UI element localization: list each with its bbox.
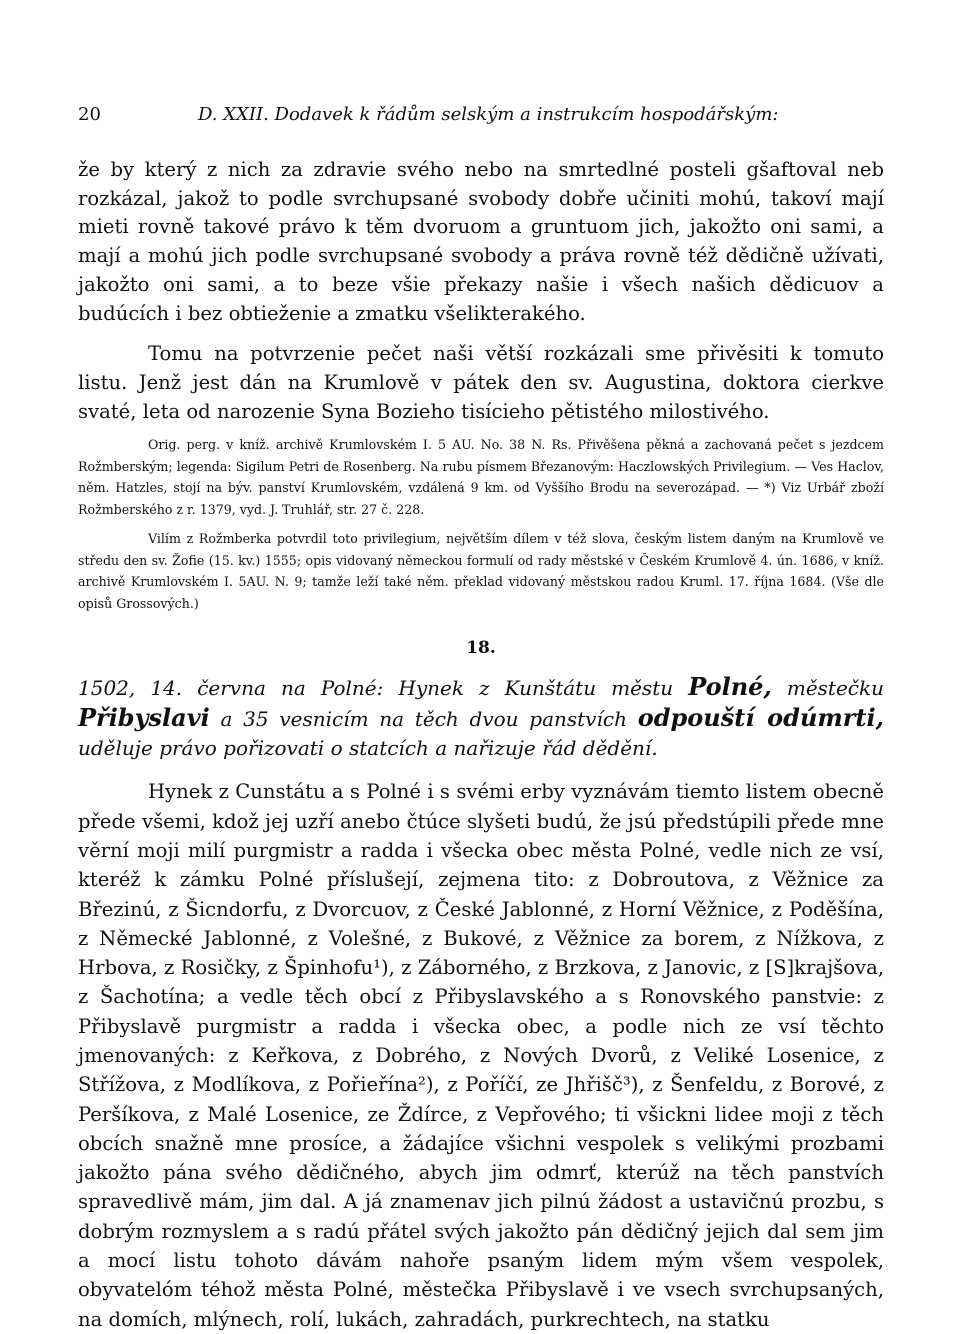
footnote-confirmation: Vilím z Rožmberka potvrdil toto privilegium, největším dílem v též slova, českým listem daným na Krumlově ve středu den sv. Žofie (15. kv.) 1555; opis vidovaný německou formulí od rady městské v Českém Krumlově 4. ún. 1686, v kníž. archivě Krumlovském I. 5AU. N. 9; tamže leží také něm. překlad vidovaný městskou radou Kruml. 17. října 1684. (Vše dle opisů Grossových.): [78, 531, 884, 611]
regest: [78, 672, 884, 763]
regest-part: uděluje právo pořizovati o statcích a nařizuje řád dědění.: [78, 736, 658, 761]
document-number: 18.: [466, 638, 496, 659]
page-number: 20: [78, 104, 101, 125]
running-header: [78, 104, 884, 144]
regest-bold: Přibyslavi: [78, 703, 210, 733]
regest-bold: Polné,: [688, 672, 772, 702]
page: [78, 104, 884, 1334]
paragraph-continuation: že by který z nich za zdravie svého nebo na smrtedlné posteli gšaftoval neb rozkázal, jakož to podle svrchupsané svobody dobře učiniti mohú, takoví mají mieti rovně takové právo k těm dvoruom a gruntuom jich, jakožto oni sami, a mají a mohú jich podle svrchupsané svobody a práva rovně též dědičně užívati, jakožto oni sami, a to beze všie překazy našie i všech našich dědicuov a budúcích i bez obtieženie a zmatku všelikterakého.: [78, 158, 884, 325]
regest-part: městečku: [771, 676, 884, 701]
regest-part: a 35 vesnicím na těch dvou panstvích: [209, 707, 638, 732]
paragraph-sealing: Tomu na potvrzenie pečet naši větší rozkázali sme přivěsiti k tomuto listu. Jenž jest dán na Krumlově v pátek den sv. Augustina, doktora cierkve svaté, leta od narozenie Syna Bozieho tisícieho pětistého milostivého.: [78, 342, 884, 423]
running-title: D. XXII. Dodavek k řádům selským a instrukcím hospodářským:: [198, 104, 779, 125]
paragraph-charter-text: Hynek z Cunstátu a s Polné i s svémi erby vyznávám tiemto listem obecně přede všemi, kdož jej uzří anebo čtúce slyšeti budú, že jsú předstúpili přede mne věrní moji milí purgmistr a radda i všecka obec města Polné, vedle nich ze vsí, kteréž k zámku Polné příslušejí, zejmena tito: z Dobroutova, z Věžnice za Březinú, z Šicndorfu, z Dvorcuov, z České Jablonné, z Horní Věžnice, z Poděšína, z Německé Jablonné, z Volešné, z Bukové, z Věžnice za borem, z Nížkova, z Hrbova, z Rosičky, z Špinhofu¹), z Záborného, z Brzkova, z Janovic, z [S]krajšova, z Šachotína; a vedle těch obcí z Přibyslavského a s Ronovského panstvie: z Přibyslavě purgmistr a radda i všecka obec, a podle nich ze vsí těchto jmenovaných: z Keřkova, z Dobrého, z Nových Dvorů, z Veliké Losenice, z Střížova, z Modlíkova, z Pořieřína²), z Poříčí, ze Jhřišč³), z Šenfeldu, z Borové, z Peršíkova, z Malé Losenice, ze Ždírce, z Vepřového; ti všickni lidee moji z těch obcích snažně mne prosíce, a žádajíce všichni vespolek s velikými prozbami jakožto pána svého dědičného, abych jim odmrť, kterúž na těch panstvích spravedlivě mám, jim dal. A já znamenav jich pilnú žádost a ustavičnú prozbu, s dobrým rozmyslem a s radú přátel svých jakožto pán dědičný jejich dal sem jim a mocí listu tohoto dávám nahoře psaným lidem mým všem vespolek, obyvatelóm téhož města Polné, městečka Přibyslavě i ve vsech svrchupsaných, na domích, mlýnech, rolí, lukách, zahradách, purkrechtech, na statku: [78, 780, 884, 1331]
regest-bold: odpouští odúmrti,: [637, 703, 884, 733]
regest-part: 1502, 14. června na Polné: Hynek z Kunštátu městu: [78, 676, 689, 701]
footnote-source: Orig. perg. v kníž. archivě Krumlovském I. 5 AU. No. 38 N. Rs. Přivěšena pěkná a zachovaná pečet s jezdcem Rožmberským; legenda: Sigilum Petri de Rosenberg. Na rubu písmem Březanovým: Haczlowských Privilegium. — Ves Haclov, něm. Hatzles, stojí na býv. panství Krumlovském, vzdálená 9 km. od Vyššího Brodu na severozápad. — *) Viz Urbář zboží Rožmberského z r. 1379, vyd. J. Truhlář, str. 27 č. 228.: [78, 437, 884, 517]
